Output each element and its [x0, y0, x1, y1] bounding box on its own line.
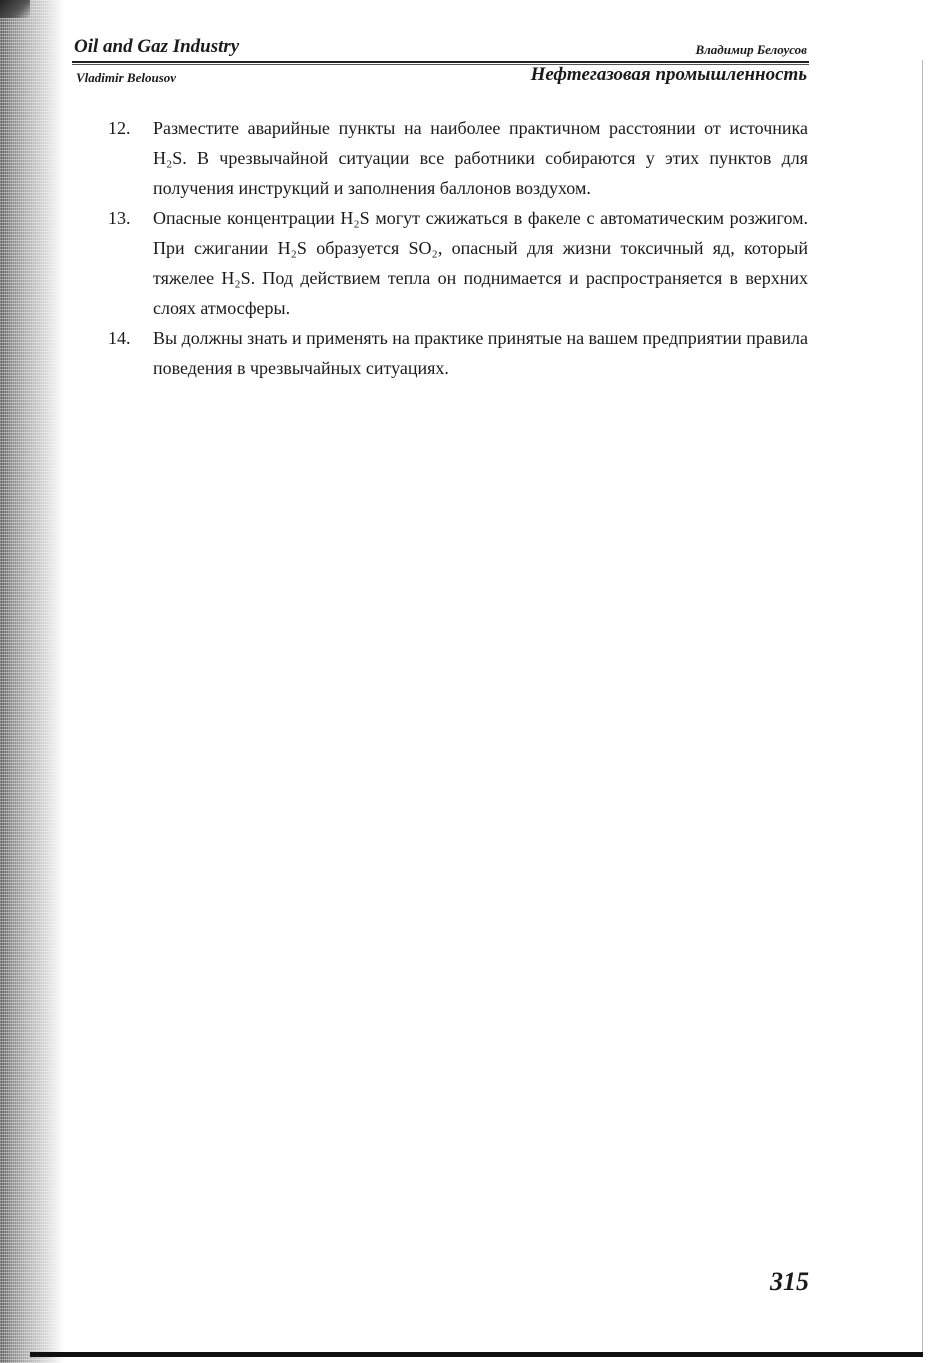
page-number: 315	[770, 1267, 809, 1296]
list-item-14	[108, 323, 808, 383]
list-item-13	[108, 203, 808, 323]
list-item-text: Разместите аварийные пункты на наиболее практичном расстоянии от источника H₂S. В чрезвычайной ситуации все работники собираются у этих пунктов для получения инструкций и заполнения баллонов воздухом.	[153, 118, 808, 198]
scan-binding-shadow	[0, 0, 64, 1363]
scan-bottom-edge	[30, 1352, 923, 1357]
list-item-text: Опасные концентрации H₂S могут сжижаться в факеле с автоматическим розжигом. При сжигании H₂S образуется SO₂, опасный для жизни токсичный яд, который тяжелее H₂S. Под действием тепла он поднимается и распространяется в верхних слоях атмосферы.	[153, 208, 808, 318]
running-header-book-title-ru: Нефтегазовая промышленность	[530, 64, 807, 85]
running-header-author-ru: Владимир Белоусов	[695, 42, 807, 57]
list-item-number: 14.	[108, 328, 131, 348]
list-item-text: Вы должны знать и применять на практике принятые на вашем предприятии правила поведения в чрезвычайных ситуациях.	[153, 328, 808, 378]
header-rule	[72, 61, 809, 63]
scan-right-edge	[922, 60, 923, 1357]
list-item-12	[108, 113, 808, 203]
running-header-author-en: Vladimir Belousov	[76, 70, 177, 85]
list-item-number: 12.	[108, 118, 131, 138]
running-header-book-title: Oil and Gaz Industry	[74, 36, 240, 57]
numbered-list	[108, 113, 808, 383]
scan-corner-shadow	[0, 0, 30, 18]
list-item-number: 13.	[108, 208, 131, 228]
